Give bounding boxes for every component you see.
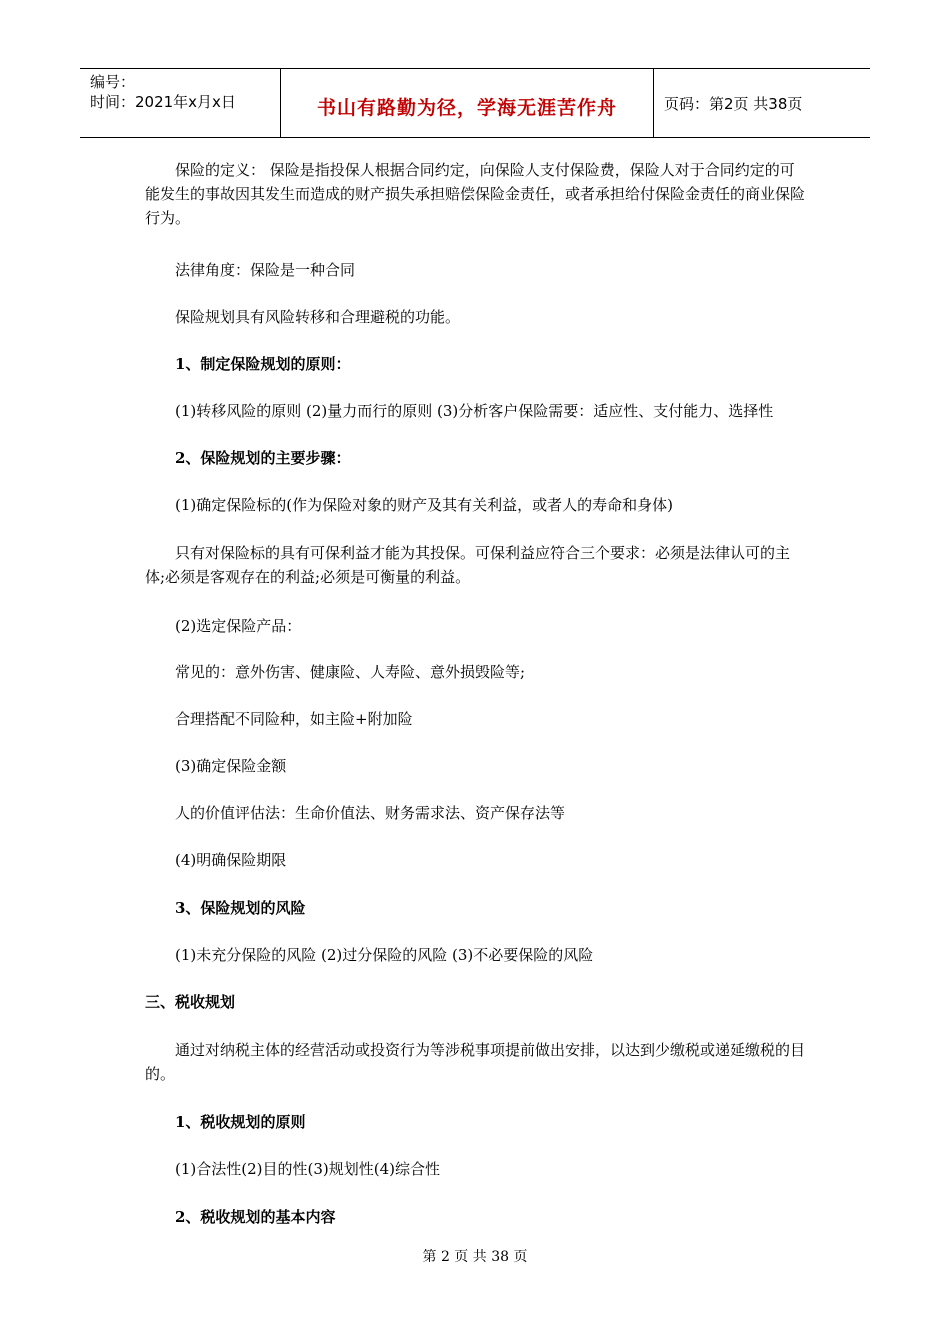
paragraph-tax-definition: 通过对纳税主体的经营活动或投资行为等涉税事项提前做出安排，以达到少缴税或递延缴税的目的。 [145, 1041, 806, 1083]
paragraph-common-products: 常见的：意外伤害、健康险、人寿险、意外损毁险等; [175, 663, 526, 681]
header-motto-cell [281, 69, 654, 137]
heading-tax-planning: 三、税收规划 [145, 993, 236, 1011]
header-page-cell [654, 69, 870, 137]
paragraph-step-2: (2)选定保险产品： [175, 617, 302, 635]
time-label: 时间：2021年x月x日 [90, 93, 236, 111]
paragraph-step-1: (1)确定保险标的(作为保险对象的财产及其有关利益，或者人的寿命和身体) [175, 496, 673, 514]
heading-planning-risks: 3、保险规划的风险 [175, 899, 306, 917]
paragraph-step-4: (4)明确保险期限 [175, 851, 287, 869]
paragraph-principles-list: (1)转移风险的原则 (2)量力而行的原则 (3)分析客户保险需要：适应性、支付能力、选择性 [175, 402, 774, 420]
paragraph-insurance-definition: 保险的定义： 保险是指投保人根据合同约定，向保险人支付保险费，保险人对于合同约定的可能发生的事故因其发生而造成的财产损失承担赔偿保险金责任，或者承担给付保险金责任的商业保险行为。 [145, 161, 806, 227]
paragraph-risks-list: (1)未充分保险的风险 (2)过分保险的风险 (3)不必要保险的风险 [175, 946, 594, 964]
paragraph-step-3: (3)确定保险金额 [175, 757, 287, 775]
page-footer: 第 2 页 共 38 页 [422, 1249, 528, 1265]
page-header [80, 68, 870, 138]
heading-planning-steps: 2、保险规划的主要步骤： [175, 449, 351, 467]
paragraph-valuation-methods: 人的价值评估法：生命价值法、财务需求法、资产保存法等 [175, 804, 566, 822]
paragraph-insurable-interest: 只有对保险标的具有可保利益才能为其投保。可保利益应符合三个要求：必须是法律认可的主体;必须是客观存在的利益;必须是可衡量的利益。 [145, 544, 791, 586]
paragraph-legal-view: 法律角度：保险是一种合同 [175, 261, 356, 279]
paragraph-insurance-function: 保险规划具有风险转移和合理避税的功能。 [175, 308, 461, 326]
page-info: 页码：第2页 共38页 [664, 95, 803, 113]
motto: 书山有路勤为径，学海无涯苦作舟 [316, 97, 617, 119]
paragraph-tax-principles-list: (1)合法性(2)目的性(3)规划性(4)综合性 [175, 1160, 440, 1178]
paragraph-combination: 合理搭配不同险种，如主险+附加险 [175, 710, 413, 728]
number-label: 编号： [90, 73, 136, 91]
heading-tax-principles: 1、税收规划的原则 [175, 1113, 306, 1131]
header-meta-cell [80, 69, 281, 137]
heading-tax-content: 2、税收规划的基本内容 [175, 1208, 336, 1226]
heading-planning-principles: 1、制定保险规划的原则： [175, 355, 351, 373]
